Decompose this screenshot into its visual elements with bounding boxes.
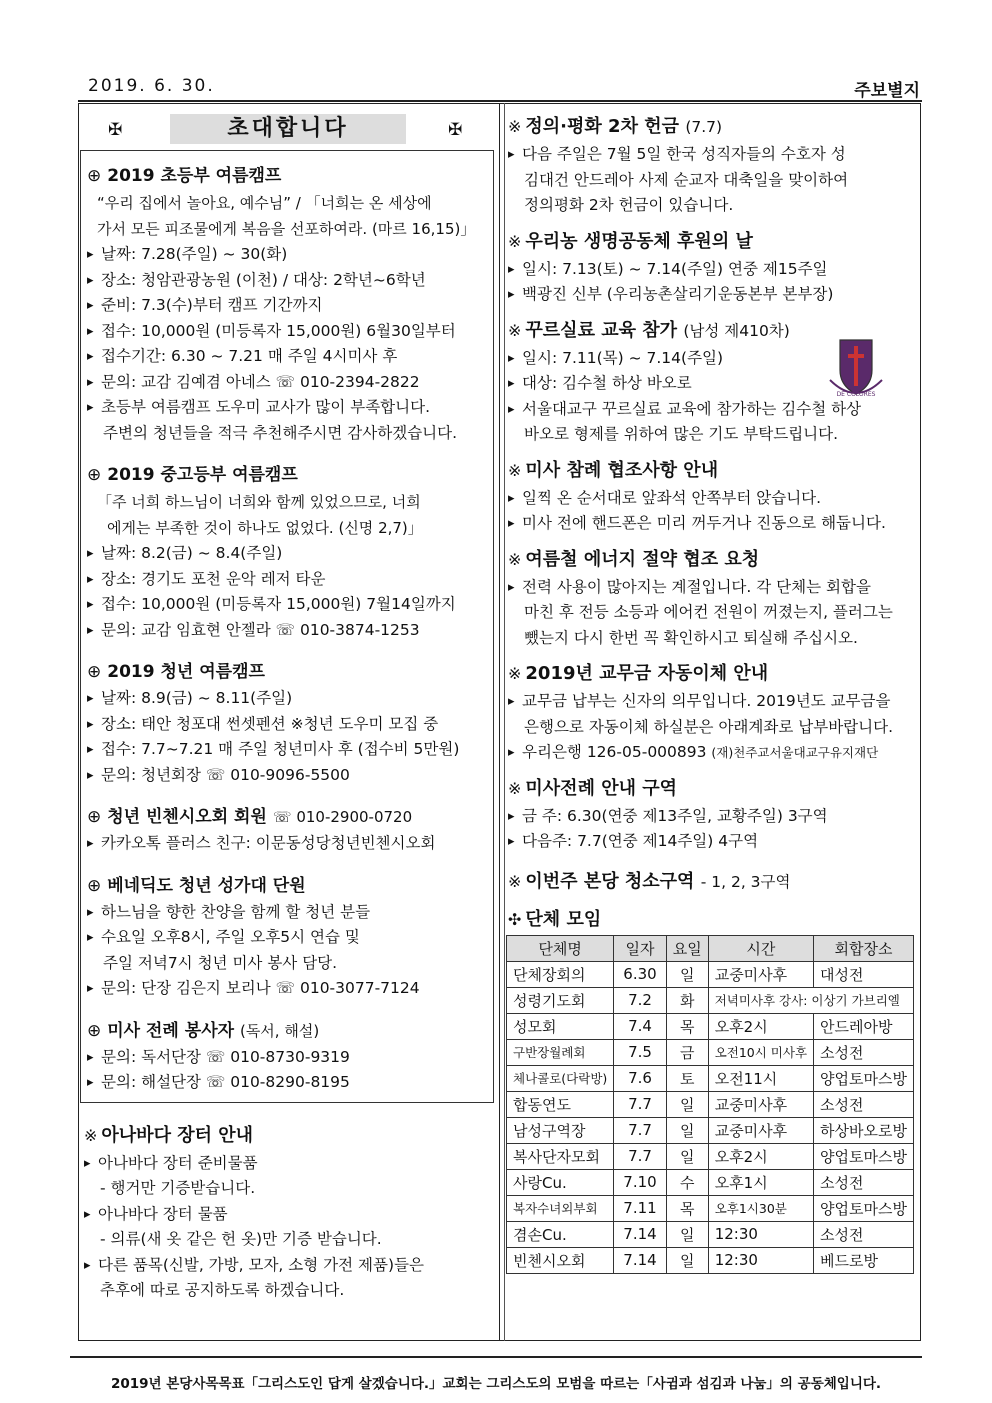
sparkle-icon: ※: [508, 871, 522, 891]
right-column: [508, 108, 918, 1274]
list-item: ▸ 접수: 10,000원 (미등록자 15,000원) 7월14일까지: [87, 592, 487, 618]
table-row: [507, 1143, 914, 1169]
cursillo-title: ※ 꾸르실료 교육 참가 (남성 제410차): [508, 319, 790, 341]
table-row: [507, 1195, 914, 1221]
table-row: [507, 1117, 914, 1143]
table-cell: 오전10시 미사후: [708, 1039, 813, 1065]
mid-camp-quote-2: 에게는 부족한 것이 하나도 없었다. (신명 2,7)」: [107, 519, 423, 537]
list-item: ▸ 문의: 단장 김은지 보리나 ☏ 010-3077-7124: [87, 976, 487, 1002]
table-cell: 복사단자모회: [507, 1143, 614, 1169]
table-cell: 양업토마스방: [814, 1065, 914, 1091]
table-row: [507, 1039, 914, 1065]
list-item-continued: 마친 후 전등 소등과 에어컨 전원이 꺼졌는지, 플러그는: [524, 603, 893, 621]
table-row: [507, 1221, 914, 1247]
table-cell: 일: [666, 961, 708, 987]
list-item-continued: 정의평화 2차 헌금이 있습니다.: [524, 196, 734, 214]
list-item-continued: 주변의 청년들을 적극 추천해주시면 감사하겠습니다.: [103, 423, 458, 442]
clean-title: ※ 이번주 본당 청소구역 - 1, 2, 3구역: [508, 870, 791, 892]
table-header-row: [507, 935, 914, 961]
col-header: 요일: [666, 935, 708, 961]
table-cell: 성모회: [507, 1013, 614, 1039]
table-row: [507, 1013, 914, 1039]
list-item: ▸ 일시: 7.11(목) ~ 7.14(주일): [508, 346, 918, 372]
mass-title: ※ 미사 참례 협조사항 안내: [508, 459, 719, 481]
list-item: ▸ 백광진 신부 (우리농촌살리기운동본부 본부장): [508, 282, 918, 308]
list-item: ▸ 교무금 납부는 신자의 의무입니다. 2019년도 교무금을: [508, 689, 918, 715]
list-item: ▸ 수요일 오후8시, 주일 오후5시 연습 및: [87, 925, 487, 951]
table-cell: 7.10: [614, 1169, 666, 1195]
list-item: ▸ 장소: 경기도 포천 운악 레저 타운: [87, 567, 487, 593]
table-cell: 교중미사후: [708, 1091, 813, 1117]
table-cell: 소성전: [814, 1221, 914, 1247]
table-row: [507, 987, 914, 1013]
left-column: [84, 106, 494, 1304]
cursillo-seal-logo: [820, 336, 892, 402]
table-cell: 일: [666, 1117, 708, 1143]
benedict-title: ⊕ 베네딕도 청년 성가대 단원: [87, 875, 306, 896]
list-item: ▸ 하느님을 향한 찬양을 함께 할 청년 분들: [87, 900, 487, 926]
list-item: ▸ 아나바다 장터 준비물품: [84, 1151, 494, 1177]
header-rule: [78, 100, 922, 102]
list-item: ▸ 다른 품목(신발, 가방, 모자, 소형 가전 제품)들은: [84, 1253, 494, 1279]
list-item: ▸ 날짜: 7.28(주일) ~ 30(화): [87, 242, 487, 268]
list-item-continued: 은행으로 자동이체 하실분은 아래계좌로 납부바랍니다.: [524, 717, 894, 736]
table-cell: 단체장회의: [507, 961, 614, 987]
list-item-continued: 주일 저녁7시 청년 미사 봉사 담당.: [103, 953, 338, 972]
list-item: ▸ 금 주: 6.30(연중 제13주일, 교황주일) 3구역: [508, 804, 918, 830]
table-cell: 안드레아방: [814, 1013, 914, 1039]
table-cell: 7.2: [614, 987, 666, 1013]
list-item: ▸ 초등부 여름캠프 도우미 교사가 많이 부족합니다.: [87, 395, 487, 421]
list-item: ▸ 대상: 김수철 하상 바오로: [508, 371, 918, 397]
footer-motto: 2019년 본당사목목표「그리스도인 답게 살겠습니다.」교회는 그리스도의 모범을 따르는「사귐과 섬김과 나눔」의 공동체입니다.: [110, 1376, 882, 1392]
anabada-title: ※ 아나바다 장터 안내: [84, 1124, 254, 1146]
liturgy-title: ⊕ 미사 전례 봉사자 (독서, 해설): [87, 1020, 320, 1041]
energy-title: ※ 여름철 에너지 절약 협조 요청: [508, 548, 760, 570]
table-cell: 7.6: [614, 1065, 666, 1091]
list-item: ▸ 일시: 7.13(토) ~ 7.14(주일) 연중 제15주일: [508, 257, 918, 283]
list-item: ▸ 장소: 태안 청포대 썬셋펜션 ※청년 도우미 모집 중: [87, 712, 487, 738]
list-item: ▸ 문의: 해설단장 ☏ 010-8290-8195: [87, 1070, 487, 1096]
col-header: 시간: [708, 935, 813, 961]
list-item-sub: - 행거만 기증받습니다.: [100, 1179, 256, 1197]
table-row: [507, 1169, 914, 1195]
list-item: ▸ 서울대교구 꾸르실료 교육에 참가하는 김수철 하상: [508, 397, 918, 423]
list-item: ▸ 전력 사용이 많아지는 계절입니다. 각 단체는 회합을: [508, 575, 918, 601]
table-cell: 소성전: [814, 1039, 914, 1065]
list-item: ▸ 우리은행 126-05-000893 (재)천주교서울대교구유지재단: [508, 740, 918, 766]
list-item-continued: 뺐는지 다시 한번 꼭 확인하시고 퇴실해 주십시오.: [524, 628, 858, 647]
table-cell: 일: [666, 1247, 708, 1273]
table-cell: 오후2시: [708, 1013, 813, 1039]
table-cell: 7.7: [614, 1143, 666, 1169]
table-cell: 일: [666, 1221, 708, 1247]
mid-camp-title: ⊕ 2019 중고등부 여름캠프: [87, 465, 298, 485]
table-row: [507, 1247, 914, 1273]
table-cell: 사랑Cu.: [507, 1169, 614, 1195]
table-cell: 빈첸시오회: [507, 1247, 614, 1273]
table-cell: 합동연도: [507, 1091, 614, 1117]
elem-camp-quote-1: “우리 집에서 놀아요, 예수님” / 「너희는 온 세상에: [97, 194, 432, 212]
groups-title: ✣ 단체 모임: [508, 908, 602, 930]
col-header: 일자: [614, 935, 666, 961]
youth-camp-title: ⊕ 2019 청년 여름캠프: [87, 662, 265, 682]
list-item-sub: - 의류(새 옷 같은 헌 옷)만 기증 받습니다.: [100, 1230, 382, 1248]
table-cell: 일: [666, 1143, 708, 1169]
table-cell: 7.14: [614, 1247, 666, 1273]
table-cell: 성령기도회: [507, 987, 614, 1013]
table-cell: 토: [666, 1065, 708, 1091]
seal-text: DE COLORES: [836, 391, 876, 398]
group-schedule-table: [506, 935, 914, 1274]
table-cell: 남성구역장: [507, 1117, 614, 1143]
cross-circle-icon: ⊕: [87, 1020, 102, 1041]
elem-camp-quote-2: 가서 모든 피조물에게 복음을 선포하여라. (마르 16,15)」: [97, 220, 476, 238]
list-item: ▸ 일찍 온 순서대로 앞좌석 안쪽부터 앉습니다.: [508, 486, 918, 512]
table-cell: 7.11: [614, 1195, 666, 1221]
sparkle-icon: ※: [508, 664, 522, 683]
table-cell: 화: [666, 987, 708, 1013]
list-item: ▸ 미사 전에 핸드폰은 미리 꺼두거나 진동으로 해둡니다.: [508, 511, 918, 537]
col-header: 회합장소: [814, 935, 914, 961]
list-item: ▸ 문의: 독서단장 ☏ 010-8730-9319: [87, 1045, 487, 1071]
table-row: [507, 961, 914, 987]
list-item: ▸ 문의: 교감 김예겸 아네스 ☏ 010-2394-2822: [87, 370, 487, 396]
sparkle-icon: ※: [508, 549, 522, 569]
table-cell: 7.4: [614, 1013, 666, 1039]
list-item: ▸ 접수기간: 6.30 ~ 7.21 매 주일 4시미사 후: [87, 344, 487, 370]
table-cell: 7.5: [614, 1039, 666, 1065]
list-item: ▸ 문의: 교감 임효현 안젤라 ☏ 010-3874-1253: [87, 618, 487, 644]
list-item: ▸ 접수: 10,000원 (미등록자 15,000원) 6월30일부터: [87, 319, 487, 345]
invite-banner: [84, 106, 494, 150]
cross-circle-icon: ⊕: [87, 465, 102, 485]
page-header: [78, 74, 922, 100]
table-cell: 체나콜로(다락방): [507, 1065, 614, 1091]
cross-left-icon: ✠: [108, 120, 123, 140]
flower-cross-icon: ✣: [508, 909, 522, 929]
table-cell: 12:30: [708, 1247, 813, 1273]
dues-title: ※ 2019년 교무금 자동이체 안내: [508, 663, 769, 684]
sparkle-icon: ※: [508, 117, 522, 136]
table-cell: 복자수녀외부회: [507, 1195, 614, 1221]
table-cell: 저녁미사후 강사: 이상기 가브리엘: [708, 987, 913, 1013]
table-cell: 일: [666, 1091, 708, 1117]
list-item: ▸ 날짜: 8.2(금) ~ 8.4(주일): [87, 541, 487, 567]
invite-title: 초대합니다: [170, 114, 406, 144]
farm-title: ※ 우리농 생명공동체 후원의 날: [508, 230, 753, 252]
table-cell: 베드로방: [814, 1247, 914, 1273]
table-cell: 소성전: [814, 1091, 914, 1117]
elem-camp-title: ⊕ 2019 초등부 여름캠프: [87, 166, 282, 186]
vincent-title: ⊕ 청년 빈첸시오회 회원 ☏ 010-2900-0720: [87, 807, 413, 827]
table-cell: 목: [666, 1195, 708, 1221]
list-item: ▸ 접수: 7.7~7.21 매 주일 청년미사 후 (접수비 5만원): [87, 737, 487, 763]
list-item: ▸ 아나바다 장터 물품: [84, 1202, 494, 1228]
table-cell: 교중미사후: [708, 961, 813, 987]
sparkle-icon: ※: [508, 778, 522, 798]
list-item-continued: 바오로 형제를 위하여 많은 기도 부탁드립니다.: [524, 425, 839, 443]
column-divider-inner: [504, 103, 505, 1341]
district-title: ※ 미사전례 안내 구역: [508, 777, 678, 799]
list-item: ▸ 장소: 청암관광농원 (이천) / 대상: 2학년~6학년: [87, 268, 487, 294]
list-item-continued: 김대건 안드레아 사제 순교자 대축일을 맞이하여: [524, 170, 849, 189]
cross-right-icon: ✠: [448, 120, 463, 140]
sparkle-icon: ※: [508, 231, 522, 251]
table-cell: 오전11시: [708, 1065, 813, 1091]
table-cell: 오후1시: [708, 1169, 813, 1195]
table-cell: 6.30: [614, 961, 666, 987]
justice-title: ※ 정의·평화 2차 헌금 (7.7): [508, 116, 723, 137]
cross-circle-icon: ⊕: [87, 166, 102, 186]
list-item: ▸ 다음주: 7.7(연중 제14주일) 4구역: [508, 829, 918, 855]
sparkle-icon: ※: [84, 1125, 98, 1145]
list-item: ▸ 문의: 청년회장 ☏ 010-9096-5500: [87, 763, 487, 789]
table-cell: 12:30: [708, 1221, 813, 1247]
list-item: ▸ 다음 주일은 7월 5일 한국 성직자들의 수호자 성: [508, 142, 918, 168]
table-cell: 7.14: [614, 1221, 666, 1247]
table-cell: 구반장월례회: [507, 1039, 614, 1065]
table-cell: 수: [666, 1169, 708, 1195]
bulletin-name: 주보별지: [854, 81, 920, 101]
footer-rule: [70, 1356, 922, 1358]
table-row: [507, 1065, 914, 1091]
mid-camp-quote-1: 「주 너희 하느님이 너희와 함께 있었으므로, 너희: [97, 493, 421, 511]
table-cell: 대성전: [814, 961, 914, 987]
table-cell: 양업토마스방: [814, 1195, 914, 1221]
sparkle-icon: ※: [508, 460, 522, 480]
column-divider: [499, 103, 500, 1341]
list-item: ▸ 준비: 7.3(수)부터 캠프 기간까지: [87, 293, 487, 319]
table-cell: 7.7: [614, 1091, 666, 1117]
col-header: 단체명: [507, 935, 614, 961]
table-cell: 소성전: [814, 1169, 914, 1195]
invite-box: [80, 150, 494, 1103]
table-cell: 오후1시30분: [708, 1195, 813, 1221]
cross-circle-icon: ⊕: [87, 875, 102, 896]
list-item-sub: 추후에 따로 공지하도록 하겠습니다.: [100, 1281, 345, 1299]
table-cell: 양업토마스방: [814, 1143, 914, 1169]
table-cell: 오후2시: [708, 1143, 813, 1169]
list-item: ▸ 날짜: 8.9(금) ~ 8.11(주일): [87, 686, 487, 712]
table-row: [507, 1091, 914, 1117]
cross-circle-icon: ⊕: [87, 662, 102, 682]
table-cell: 목: [666, 1013, 708, 1039]
table-cell: 하상바오로방: [814, 1117, 914, 1143]
bulletin-date: 2019. 6. 30.: [88, 76, 215, 96]
table-cell: 7.7: [614, 1117, 666, 1143]
table-cell: 겸손Cu.: [507, 1221, 614, 1247]
list-item: ▸ 카카오톡 플러스 친구: 이문동성당청년빈첸시오회: [87, 831, 487, 857]
table-cell: 금: [666, 1039, 708, 1065]
table-cell: 교중미사후: [708, 1117, 813, 1143]
sparkle-icon: ※: [508, 320, 522, 340]
cross-circle-icon: ⊕: [87, 807, 102, 827]
